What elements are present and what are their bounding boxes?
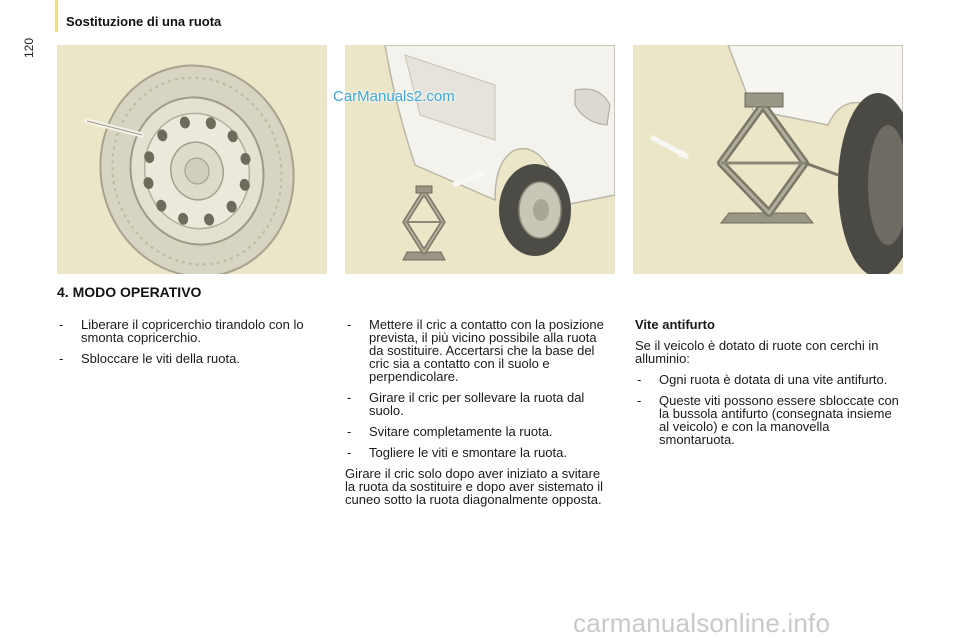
list-item	[345, 318, 610, 383]
list-item	[345, 425, 610, 438]
list-item	[345, 391, 610, 417]
list-item	[635, 373, 900, 386]
list-item-text: Girare il cric per sollevare la ruota dal suolo.	[369, 390, 585, 418]
list-item-text: Togliere le viti e smontare la ruota.	[369, 445, 567, 460]
column-3	[635, 318, 900, 454]
header-accent-bar	[55, 0, 58, 32]
column-1	[57, 318, 322, 373]
bullet-dash: -	[347, 445, 352, 460]
figure-vehicle-and-jack	[345, 45, 615, 274]
section-title: 4. MODO OPERATIVO	[57, 284, 202, 300]
note-paragraph: Girare il cric solo dopo aver iniziato a svitare la ruota da sostituire e dopo aver sistemato il cuneo sotto la ruota diagonalmente opposta.	[345, 466, 603, 507]
section-header: Sostituzione di una ruota	[66, 14, 222, 29]
list-item-text: Queste viti possono essere sbloccate con la bussola antifurto (consegnata insieme al veicolo) e con la manovella smontaruota.	[659, 393, 899, 447]
bullet-dash: -	[347, 390, 352, 405]
list-item	[57, 318, 322, 344]
wheel-illustration	[57, 45, 327, 274]
watermark-top: CarManuals2.com	[333, 88, 455, 105]
bullet-dash: -	[347, 317, 352, 332]
figure-wheel-with-tool	[57, 45, 327, 274]
figure-jack-under-vehicle	[633, 45, 903, 274]
list-item-text: Sbloccare le viti della ruota.	[81, 351, 240, 366]
list-item-text: Ogni ruota è dotata di una vite antifurto.	[659, 372, 888, 387]
list-item-text: Liberare il copricerchio tirandolo con lo smonta copricerchio.	[81, 317, 304, 345]
list-item	[345, 446, 610, 459]
bullet-dash: -	[59, 351, 64, 366]
vehicle-jack-illustration	[345, 45, 615, 274]
subheading-anti-theft: Vite antifurto	[635, 317, 715, 332]
intro-paragraph: Se il veicolo è dotato di ruote con cerchi in alluminio:	[635, 338, 879, 366]
list-item-text: Svitare completamente la ruota.	[369, 424, 553, 439]
list-item	[635, 394, 900, 446]
bullet-dash: -	[347, 424, 352, 439]
bullet-dash: -	[637, 393, 642, 408]
page-number: 120	[22, 37, 36, 58]
jack-under-vehicle-illustration	[633, 45, 903, 274]
list-item	[57, 352, 322, 365]
column-2	[345, 318, 610, 514]
watermark-bottom: carmanualsonline.info	[573, 608, 831, 638]
list-item-text: Mettere il cric a contatto con la posizione prevista, il più vicino possibile alla ruota da sostituire. Accertarsi che la base del cric sia a contatto con il suolo e perpendicolare.	[369, 317, 604, 384]
bullet-dash: -	[637, 372, 642, 387]
bullet-dash: -	[59, 317, 64, 332]
